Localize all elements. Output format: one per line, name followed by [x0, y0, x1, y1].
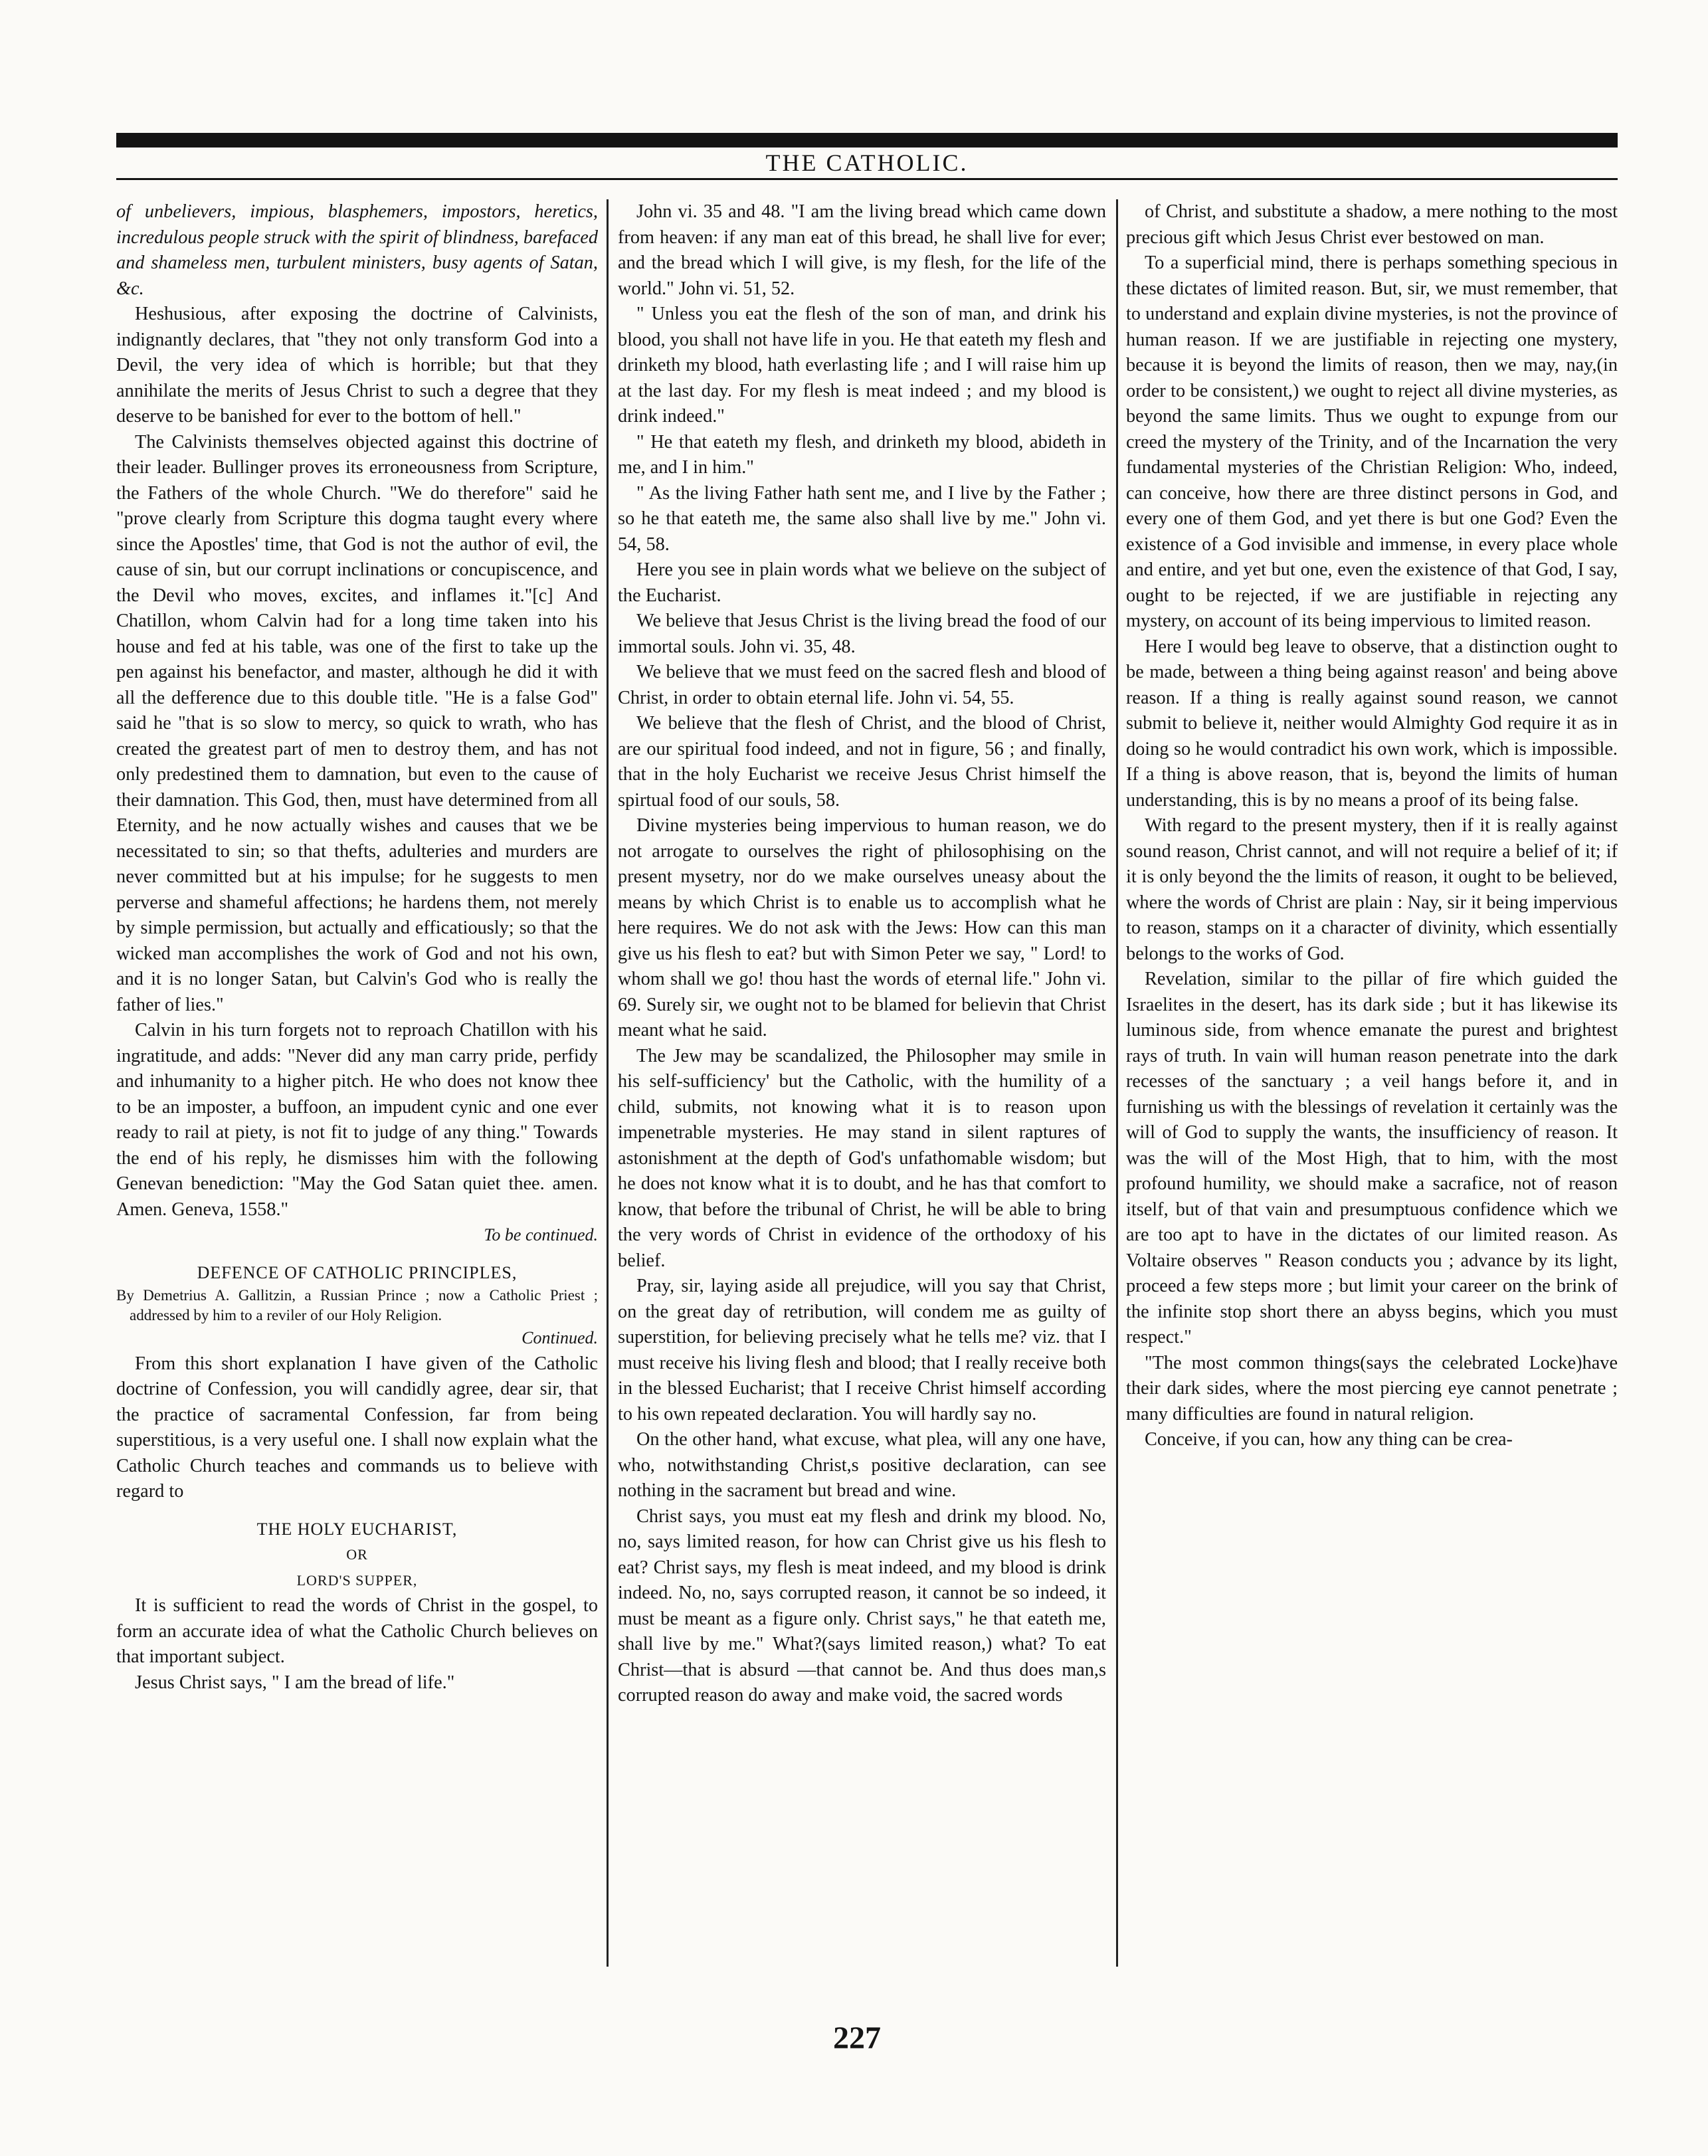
paragraph: Pray, sir, laying aside all prejudice, will you say that Christ, on the great day of retribution, will condem me as guilty of superstition, for believing precisely what he tells me? viz. that I must receive his living flesh and blood; that I really receive both in the blessed Eucharist; that I receive Christ himself according to his own repeated declaration. You will hardly say no.: [618, 1276, 1106, 1424]
paragraph: " Unless you eat the flesh of the son of man, and drink his blood, you shall not have life in you. He that eateth my flesh and drinketh my blood, hath everlasting life ; and I will raise him up at the last day. For my flesh is meat indeed ; and my blood is drink indeed.": [618, 304, 1106, 427]
paragraph: " He that eateth my flesh, and drinketh my blood, abideth in me, and I in him.": [618, 431, 1106, 478]
paragraph: Conceive, if you can, how any thing can be crea-: [1145, 1429, 1513, 1450]
paragraph: Revelation, similar to the pillar of fire which guided the Israelites in the desert, has its dark side ; but it has likewise its luminous side, from whence emanate the purest and brightest rays of truth. In vain will human reason penetrate into the dark recesses of the sanctuary ; a veil hangs before it, and in furnishing us with the blessings of revelation it certainly was the will of God to supply the wants, the insufficiency of reason. It was the will of the Most High, that to him, with the most profound humility, we should make a sacrafice, not of reason itself, but of that vain and presumptuous confidence which we are too apt to have in the dictates of our limited reason. As Voltaire observes " Reason conducts you ; advance by its light, proceed a few steps more ; but limit your career on the brink of the infinite stop short there an abyss begins, which you must respect.": [1126, 969, 1618, 1347]
paragraph: of Christ, and substitute a shadow, a mere nothing to the most precious gift which Jesus Christ ever bestowed on man.: [1126, 201, 1618, 248]
paragraph: We believe that we must feed on the sacred flesh and blood of Christ, in order to obtain eternal life. John vi. 54, 55.: [618, 662, 1106, 708]
header-top-rule: [116, 133, 1618, 147]
column-right: [1126, 199, 1618, 1993]
page-number: 227: [833, 2020, 881, 2056]
paragraph: By Demetrius A. Gallitzin, a Russian Prince ; now a Catholic Priest ; addressed by him to a reviler of our Holy Religion.: [116, 1287, 598, 1323]
paragraph: John vi. 35 and 48. "I am the living bread which came down from heaven: if any man eat of this bread, he shall live for ever; and the bread which I will give, is my flesh, for the life of the world." John vi. 51, 52.: [618, 201, 1106, 299]
column-divider-1: [607, 199, 609, 1967]
paragraph: LORD'S SUPPER,: [296, 1571, 418, 1589]
paragraph: Here I would beg leave to observe, that a distinction ought to be made, between a thing being against reason' and being above reason. If a thing is really against sound reason, we cannot submit to believe it, neither would Almighty God require it as in doing so he would contradict his own work, which is impossible. If a thing is above reason, that is, beyond the limits of human understanding, this is by no means a proof of its being false.: [1126, 636, 1618, 811]
paragraph: We believe that the flesh of Christ, and the blood of Christ, are our spiritual food indeed, and not in figure, 56 ; and finally, that in the holy Eucharist we receive Jesus Christ himself the spirtual food of our souls, 58.: [618, 713, 1106, 811]
column-divider-2: [1116, 199, 1118, 1967]
paragraph: OR: [346, 1546, 368, 1563]
paragraph: THE HOLY EUCHARIST,: [256, 1519, 458, 1539]
paragraph: Here you see in plain words what we believe on the subject of the Eucharist.: [618, 559, 1106, 606]
column-middle: [618, 199, 1106, 1993]
paragraph: of unbelievers, impious, blasphemers, impostors, heretics, incredulous people struck with the spirit of blindness, barefaced and shameless men, turbulent ministers, busy agents of Satan, &c.: [116, 201, 598, 299]
column-left: [116, 199, 598, 1993]
paragraph: Heshusious, after exposing the doctrine of Calvinists, indignantly declares, that "they not only transform God into a Devil, the very idea of which is horrible; but that they annihilate the merits of Jesus Christ to such a degree that they deserve to be banished for ever to the bottom of hell.": [116, 304, 598, 427]
paragraph: Continued.: [522, 1328, 598, 1347]
paragraph: To a superficial mind, there is perhaps something specious in these dictates of limited reason. But, sir, we must remember, that to understand and explain divine mysteries, is not the province of human reason. If we are justifiable in rejecting one mystery, because it is beyond the limits of reason, then we may, nay,(in order to be consistent,) we ought to reject all divine mysteries, as beyond the same limits. Thus we ought to expunge from our creed the mystery of the Trinity, and of the Incarnation the very fundamental mysteries of the Christian Religion: Who, indeed, can conceive, how there are three distinct persons in God, and every one of them God, and yet there is but one God? Even the existence of a God invisible and immense, in every place whole and entire, and yet but one, even the existence of that God, I say, ought to be rejected, if we are justifiable in rejecting any mystery, on account of its being impervious to limited reason.: [1126, 252, 1618, 631]
paragraph: On the other hand, what excuse, what plea, will any one have, who, notwithstanding Christ,s positive declaration, can see nothing in the sacrament but bread and wine.: [618, 1429, 1106, 1501]
paragraph: Divine mysteries being impervious to human reason, we do not arrogate to ourselves the right of philosophising on the present mysetry, nor do we make ourselves uneasy about the means by which Christ is to enable us to accomplish what he here requires. We do not ask with the Jews: How can this man give us his flesh to eat? but with Simon Peter we say, " Lord! to whom shall we go! thou hast the words of eternal life." John vi. 69. Surely sir, we ought not to be blamed for believin that Christ meant what he said.: [618, 815, 1106, 1040]
paragraph: Calvin in his turn forgets not to reproach Chatillon with his ingratitude, and adds: "Never did any man carry pride, perfidy and inhumanity to a higher pitch. He who does not know thee to be an imposter, a buffoon, an impudent cynic and one ever ready to rail at piety, is not fit to judge of any thing." Towards the end of his reply, he dismisses him with the following Genevan benediction: "May the God Satan quiet thee. amen. Amen. Geneva, 1558.": [116, 1020, 598, 1220]
paragraph: " As the living Father hath sent me, and I live by the Father ; so he that eateth me, the same also shall live by me." John vi. 54, 58.: [618, 482, 1106, 555]
paragraph: To be continued.: [484, 1225, 598, 1244]
paragraph: With regard to the present mystery, then if it is really against sound reason, Christ cannot, and will not require a belief of it; if it is only beyond the the limits of reason, it ought to be believed, where the words of Christ are plain : Nay, sir it being impervious to reason, stamps on it a character of divinity, which essentially belongs to the works of God.: [1126, 815, 1618, 964]
paragraph: Christ says, you must eat my flesh and drink my blood. No, no, says limited reason, for how can Christ give us his flesh to eat? Christ says, my flesh is meat indeed, and my blood is drink indeed. No, no, says corrupted reason, it cannot be so indeed, it must be meant as a figure only. Christ says," he that eateth me, shall live by me." What?(says limited reason,) what? To eat Christ—that is absurd —that cannot be. And thus does man,s corrupted reason do away and make void, the sacred words: [618, 1506, 1106, 1706]
paragraph: We believe that Jesus Christ is the living bread the food of our immortal souls. John vi. 35, 48.: [618, 611, 1106, 657]
page-header-title: THE CATHOLIC.: [765, 149, 969, 176]
paragraph: DEFENCE OF CATHOLIC PRINCIPLES,: [197, 1262, 518, 1282]
header-bottom-rule: [116, 178, 1618, 180]
paragraph: The Calvinists themselves objected against this doctrine of their leader. Bullinger proves its erroneousness from Scripture, the Fathers of the whole Church. "We do therefore" said he "prove clearly from Scripture this dogma taught every where since the Apostles' time, that God is not the author of evil, the cause of sin, but our corrupt inclinations or concupiscence, and the Devil who moves, excites, and inflames it."[c] And Chatillon, whom Calvin had for a long time taken into his house and fed at his table, was one of the first to take up the pen against his benefactor, and master, although he did it with all the defference due to this double title. "He is a false God" said he "that is so slow to mercy, so quick to wrath, who has created the greatest part of men to destroy them, and has not only predestined them to damnation, but even to the cause of their damnation. This God, then, must have determined from all Eternity, and he now actually wishes and causes that we be necessitated to sin; so that thefts, adulteries and murders are never committed but at his impulse; for he suggests to men perverse and shameful affections; he hardens them, not merely by simple permission, but actually and efficatiously; so that the wicked man accomplishes the work of God and not his own, and it is no longer Satan, but Calvin's God who is really the father of lies.": [116, 431, 598, 1015]
paragraph: From this short explanation I have given of the Catholic doctrine of Confession, you will candidly agree, dear sir, that the practice of sacramental Confession, far from being superstitious, is a very useful one. I shall now explain what the Catholic Church teaches and commands us to believe with regard to: [116, 1353, 598, 1502]
paragraph: The Jew may be scandalized, the Philosopher may smile in his self-sufficiency' but the Catholic, with the humility of a child, submits, not knowing what it is to reason upon impenetrable mysteries. He may stand in silent raptures of astonishment at the depth of God's unfathomable wisdom; but he does not know what it is to doubt, and he has that comfort to know, that before the tribunal of Christ, he will be able to bring the very words of Christ in evidence of the orthodoxy of his belief.: [618, 1045, 1106, 1271]
paragraph: Jesus Christ says, " I am the bread of life.": [135, 1672, 455, 1693]
paragraph: "The most common things(says the celebrated Locke)have their dark sides, where the most piercing eye cannot penetrate ; many difficulties are found in natural religion.: [1126, 1352, 1618, 1424]
paragraph: It is sufficient to read the words of Christ in the gospel, to form an accurate idea of what the Catholic Church believes on that important subject.: [116, 1595, 598, 1667]
